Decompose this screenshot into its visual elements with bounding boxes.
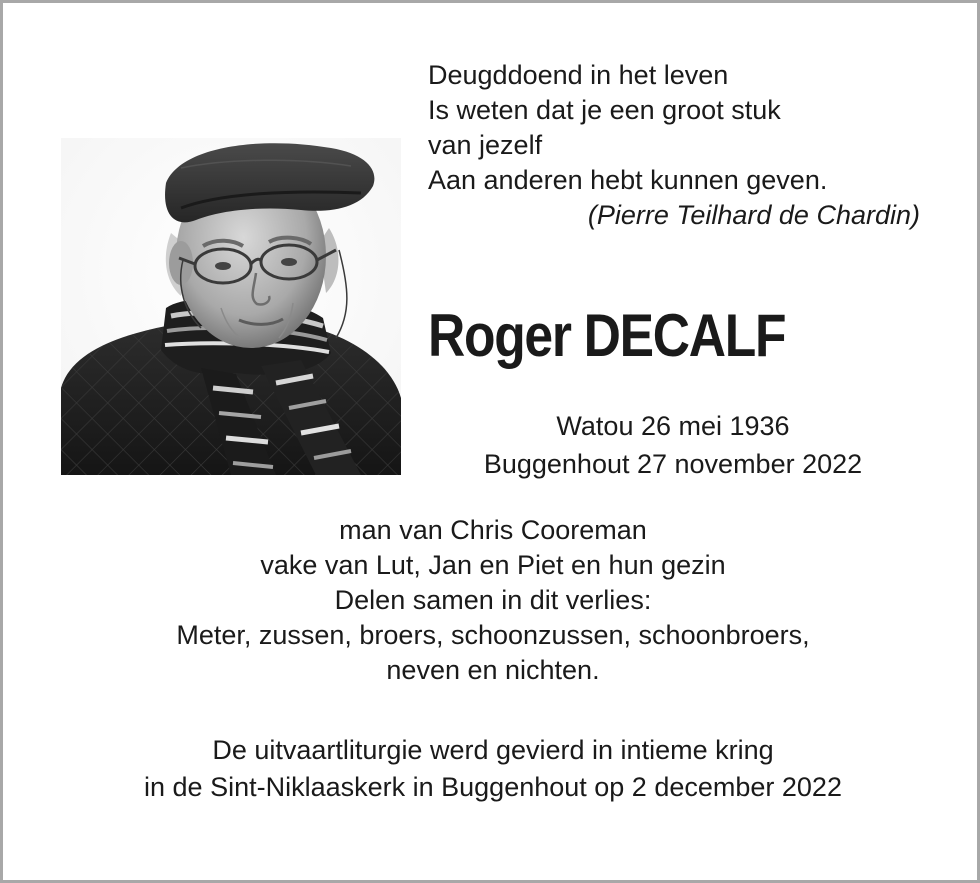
poem-line: Aan anderen hebt kunnen geven.: [428, 165, 828, 195]
death-date: Buggenhout 27 november 2022: [483, 449, 863, 479]
service-line: in de Sint-Niklaaskerk in Buggenhout op 2 december 2022: [144, 772, 842, 802]
family-line: Delen samen in dit verlies:: [334, 585, 652, 615]
family-line: Meter, zussen, broers, schoonzussen, schoonbroers,: [176, 620, 810, 650]
funeral-service: [3, 732, 980, 806]
poem-line: Deugddoend in het leven: [428, 60, 729, 90]
deceased-name: Roger DECALF: [428, 302, 786, 369]
poem: [428, 58, 948, 233]
poem-line: van jezelf: [428, 130, 543, 160]
life-dates: [423, 407, 923, 483]
family-section: [3, 513, 980, 688]
portrait-illustration: [61, 138, 401, 475]
poem-line: Is weten dat je een groot stuk: [428, 95, 781, 125]
service-line: De uitvaartliturgie werd gevierd in intieme kring: [212, 735, 774, 765]
birth-date: Watou 26 mei 1936: [556, 411, 790, 441]
family-line: vake van Lut, Jan en Piet en hun gezin: [260, 550, 726, 580]
family-line: man van Chris Cooreman: [339, 515, 647, 545]
poem-attribution: (Pierre Teilhard de Chardin): [587, 200, 920, 230]
portrait-photo: [61, 138, 401, 475]
family-line: neven en nichten.: [386, 655, 600, 685]
